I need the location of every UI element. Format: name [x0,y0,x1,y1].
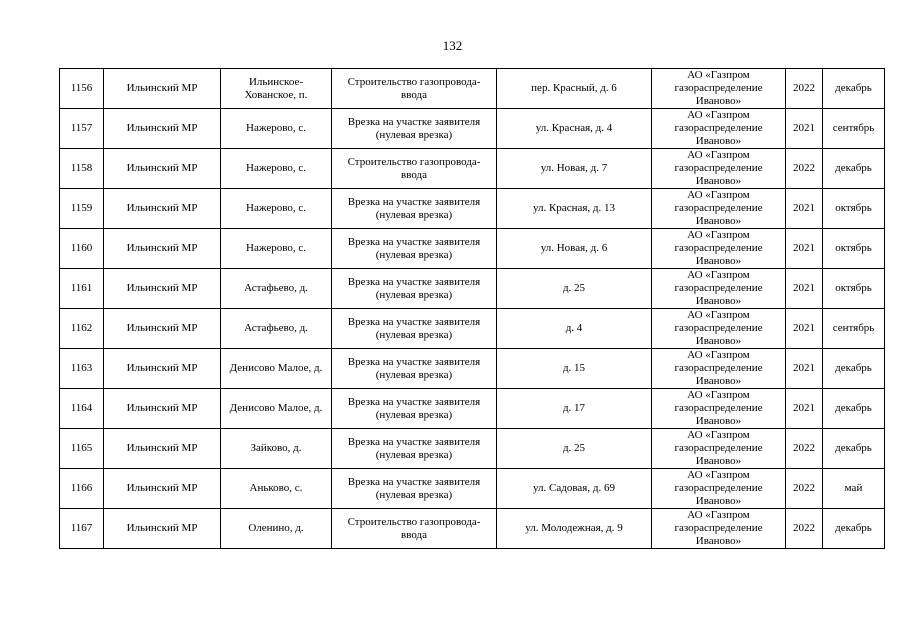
table-row [60,389,885,429]
work-type-cell: Врезка на участке заявителя (нулевая врезка) [332,189,497,229]
year-cell: 2022 [786,509,823,549]
district-cell: Ильинский МР [104,309,221,349]
table-row [60,229,885,269]
settlement-cell: Астафьево, д. [221,269,332,309]
table-row [60,429,885,469]
address-cell: д. 15 [497,349,652,389]
page-number: 132 [442,38,463,53]
address-cell: ул. Молодежная, д. 9 [497,509,652,549]
table-row [60,109,885,149]
year-cell: 2022 [786,429,823,469]
month-cell: декабрь [823,69,885,109]
table-row [60,349,885,389]
month-cell: сентябрь [823,309,885,349]
operator-cell: АО «Газпром газораспределение Иваново» [652,389,786,429]
work-type-cell: Врезка на участке заявителя (нулевая врезка) [332,469,497,509]
address-cell: д. 25 [497,429,652,469]
year-cell: 2021 [786,269,823,309]
row-number-cell: 1163 [60,349,104,389]
row-number-cell: 1162 [60,309,104,349]
year-cell: 2021 [786,229,823,269]
table-row [60,189,885,229]
work-type-cell: Врезка на участке заявителя (нулевая врезка) [332,389,497,429]
year-cell: 2021 [786,109,823,149]
address-cell: д. 17 [497,389,652,429]
settlement-cell: Зайково, д. [221,429,332,469]
settlement-cell: Денисово Малое, д. [221,349,332,389]
settlement-cell: Денисово Малое, д. [221,389,332,429]
address-cell: ул. Новая, д. 6 [497,229,652,269]
table-body [60,69,885,549]
year-cell: 2022 [786,149,823,189]
operator-cell: АО «Газпром газораспределение Иваново» [652,349,786,389]
work-type-cell: Врезка на участке заявителя (нулевая врезка) [332,309,497,349]
month-cell: декабрь [823,349,885,389]
row-number-cell: 1156 [60,69,104,109]
month-cell: декабрь [823,509,885,549]
row-number-cell: 1161 [60,269,104,309]
district-cell: Ильинский МР [104,149,221,189]
row-number-cell: 1164 [60,389,104,429]
settlement-cell: Нажерово, с. [221,189,332,229]
settlement-cell: Астафьево, д. [221,309,332,349]
row-number-cell: 1166 [60,469,104,509]
operator-cell: АО «Газпром газораспределение Иваново» [652,69,786,109]
work-type-cell: Врезка на участке заявителя (нулевая врезка) [332,269,497,309]
row-number-cell: 1157 [60,109,104,149]
work-type-cell: Строительство газопровода-ввода [332,149,497,189]
year-cell: 2021 [786,349,823,389]
operator-cell: АО «Газпром газораспределение Иваново» [652,269,786,309]
settlement-cell: Оленино, д. [221,509,332,549]
address-cell: д. 4 [497,309,652,349]
settlement-cell: Аньково, с. [221,469,332,509]
row-number-cell: 1160 [60,229,104,269]
operator-cell: АО «Газпром газораспределение Иваново» [652,189,786,229]
operator-cell: АО «Газпром газораспределение Иваново» [652,309,786,349]
district-cell: Ильинский МР [104,189,221,229]
row-number-cell: 1167 [60,509,104,549]
table-row [60,149,885,189]
year-cell: 2022 [786,69,823,109]
table-row [60,469,885,509]
district-cell: Ильинский МР [104,349,221,389]
month-cell: декабрь [823,429,885,469]
address-cell: ул. Красная, д. 13 [497,189,652,229]
table-row [60,509,885,549]
operator-cell: АО «Газпром газораспределение Иваново» [652,109,786,149]
settlement-cell: Нажерово, с. [221,149,332,189]
row-number-cell: 1159 [60,189,104,229]
settlement-cell: Ильинское-Хованское, п. [221,69,332,109]
district-cell: Ильинский МР [104,229,221,269]
district-cell: Ильинский МР [104,269,221,309]
operator-cell: АО «Газпром газораспределение Иваново» [652,429,786,469]
district-cell: Ильинский МР [104,509,221,549]
month-cell: октябрь [823,189,885,229]
table-row [60,69,885,109]
year-cell: 2021 [786,389,823,429]
year-cell: 2022 [786,469,823,509]
work-type-cell: Врезка на участке заявителя (нулевая врезка) [332,349,497,389]
year-cell: 2021 [786,189,823,229]
settlement-cell: Нажерово, с. [221,229,332,269]
address-cell: ул. Красная, д. 4 [497,109,652,149]
month-cell: октябрь [823,269,885,309]
gasification-table [59,68,885,549]
work-type-cell: Врезка на участке заявителя (нулевая врезка) [332,109,497,149]
row-number-cell: 1158 [60,149,104,189]
address-cell: ул. Новая, д. 7 [497,149,652,189]
month-cell: май [823,469,885,509]
row-number-cell: 1165 [60,429,104,469]
month-cell: октябрь [823,229,885,269]
operator-cell: АО «Газпром газораспределение Иваново» [652,469,786,509]
month-cell: декабрь [823,389,885,429]
operator-cell: АО «Газпром газораспределение Иваново» [652,509,786,549]
work-type-cell: Строительство газопровода-ввода [332,69,497,109]
address-cell: пер. Красный, д. 6 [497,69,652,109]
district-cell: Ильинский МР [104,69,221,109]
month-cell: сентябрь [823,109,885,149]
district-cell: Ильинский МР [104,429,221,469]
address-cell: д. 25 [497,269,652,309]
table-row [60,309,885,349]
work-type-cell: Врезка на участке заявителя (нулевая врезка) [332,229,497,269]
operator-cell: АО «Газпром газораспределение Иваново» [652,229,786,269]
year-cell: 2021 [786,309,823,349]
district-cell: Ильинский МР [104,469,221,509]
district-cell: Ильинский МР [104,389,221,429]
operator-cell: АО «Газпром газораспределение Иваново» [652,149,786,189]
work-type-cell: Врезка на участке заявителя (нулевая врезка) [332,429,497,469]
address-cell: ул. Садовая, д. 69 [497,469,652,509]
work-type-cell: Строительство газопровода-ввода [332,509,497,549]
district-cell: Ильинский МР [104,109,221,149]
month-cell: декабрь [823,149,885,189]
settlement-cell: Нажерово, с. [221,109,332,149]
table-row [60,269,885,309]
